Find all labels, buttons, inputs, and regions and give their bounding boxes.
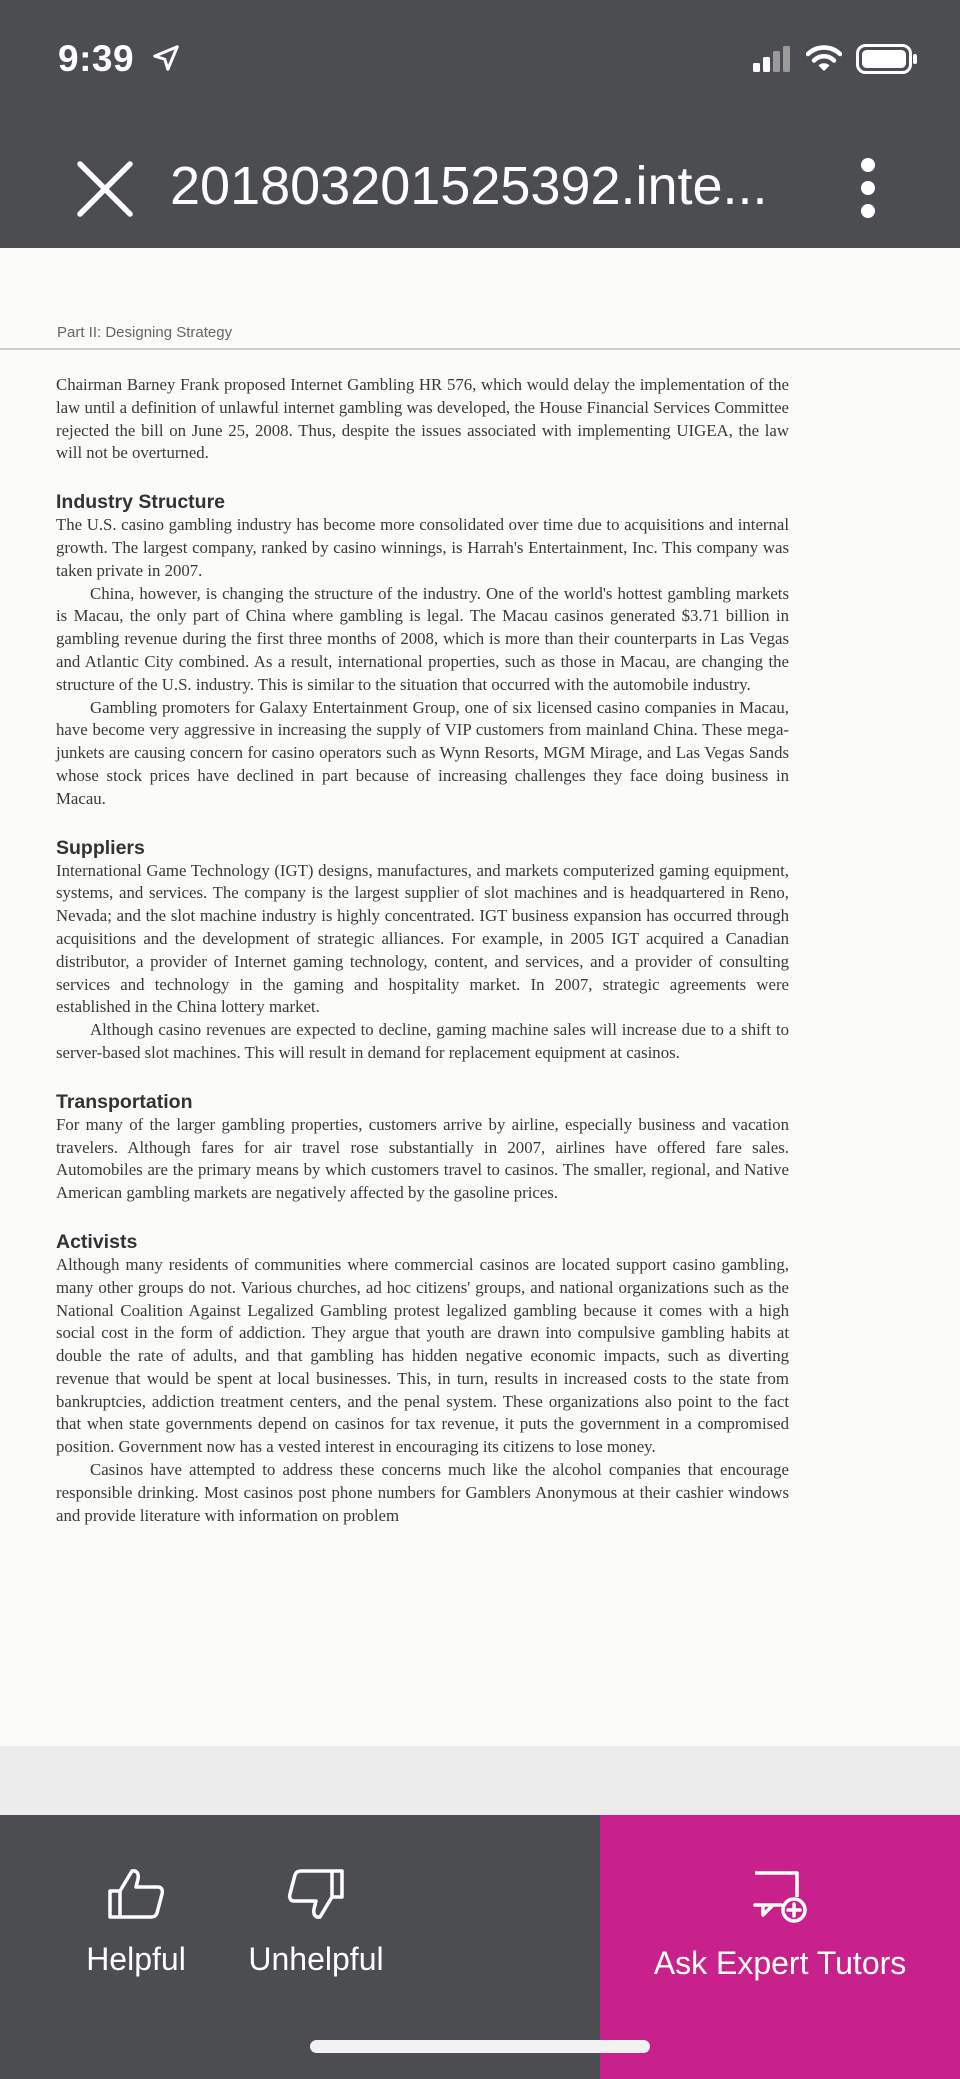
close-button[interactable] xyxy=(72,156,138,222)
ask-expert-label: Ask Expert Tutors xyxy=(653,1945,907,1981)
wifi-icon xyxy=(806,45,842,73)
ask-tutor-panel xyxy=(600,1815,960,2079)
paragraph: For many of the larger gambling properties, customers arrive by airline, especially business and vacation travelers. Although fares for air travel rose substantially in 2007, airlines have offered fare sales. Automobiles are the primary means by which customers travel to casinos. The smaller, regional, and Native American gambling markets are negatively affected by the gasoline prices. xyxy=(56,1114,789,1203)
time-text: 9:39 xyxy=(58,38,135,79)
page-header: Part II: Designing Strategy xyxy=(57,324,233,341)
close-icon xyxy=(72,156,138,222)
paragraph: Gambling promoters for Galaxy Entertainment Group, one of six licensed casino companies in Macau, have become very aggressive in increasing the supply of VIP customers from mainland China. These mega-junkets are causing concern for casino operators such as Wynn Resorts, MGM Mirage, and Las Vegas Sands whose stock prices have declined in part because of increasing challenges they face doing business in Macau. xyxy=(56,697,789,808)
more-options-button[interactable] xyxy=(858,158,878,220)
thumbs-up-icon xyxy=(106,1867,166,1921)
status-time xyxy=(58,38,181,80)
paragraph: Although many residents of communities where commercial casinos are located support casino gambling, many other groups do not. Various churches, ad hoc citizens' groups, and national organizations such as the National Coalition Against Legalized Gambling protest legalized gambling because it comes with a high social cost in the form of addiction. They argue that youth are drawn into compulsive gambling habits at double the rate of adults, and that gambling has hidden negative economic impacts, such as diverting revenue that would be spent at local businesses. This, in turn, results in increased costs to the state from bankruptcies, addiction treatment centers, and the penal system. These organizations also point to the fact that when state governments depend on casinos for tax revenue, it puts the government in a compromised position. Government now has a vested interest in encouraging its citizens to lose money. xyxy=(56,1254,789,1457)
section-heading-transportation: Transportation xyxy=(56,1090,193,1113)
helpful-button[interactable] xyxy=(68,1867,204,1978)
document-title: 201803201525392.inte... xyxy=(170,156,768,216)
section-heading-industry-structure: Industry Structure xyxy=(56,491,226,514)
section-heading-activists: Activists xyxy=(56,1230,138,1253)
paragraph: The U.S. casino gambling industry has become more consolidated over time due to acquisitions and internal growth. The largest company, ranked by casino winnings, is Harrah's Entertainment, Inc. This company was taken private in 2007. xyxy=(56,515,789,580)
thumbs-down-icon xyxy=(286,1867,346,1921)
section-heading-suppliers: Suppliers xyxy=(56,836,145,859)
status-bar xyxy=(0,0,960,130)
header-divider xyxy=(0,348,960,350)
paragraph: China, however, is changing the structure of the industry. One of the world's hottest gambling markets is Macau, the only part of China where gambling is legal. The Macau casinos generated $3.71 billion in gambling revenue during the first three months of 2008, which is more than their counterparts in Las Vegas and Atlantic City combined. As a result, international properties, such as those in Macau, are changing the structure of the U.S. industry. This is similar to the situation that occurred with the automobile industry. xyxy=(56,583,789,694)
unhelpful-button[interactable] xyxy=(236,1867,396,1978)
document-body xyxy=(56,374,789,1527)
intro-paragraph: Chairman Barney Frank proposed Internet Gambling HR 576, which would delay the implementation of the law until a definition of unlawful internet gambling was developed, the House Financial Services Committee rejected the bill on June 25, 2008. Thus, despite the issues associated with implementing UIGEA, the law will not be overturned. xyxy=(56,375,789,463)
more-vertical-icon xyxy=(858,158,878,218)
home-indicator[interactable] xyxy=(310,2040,650,2053)
ask-expert-tutors-button[interactable] xyxy=(600,1867,960,1982)
paragraph: Casinos have attempted to address these concerns much like the alcohol companies that encourage responsible drinking. Most casinos post phone numbers for Gamblers Anonymous at their cashier windows and provide literature with information on problem xyxy=(56,1460,789,1525)
document-toolbar xyxy=(0,130,960,248)
unhelpful-label: Unhelpful xyxy=(248,1941,384,1977)
battery-icon xyxy=(856,44,918,74)
status-icons xyxy=(752,44,918,74)
helpful-label: Helpful xyxy=(86,1941,186,1977)
paragraph: Although casino revenues are expected to decline, gaming machine sales will increase due to a shift to server-based slot machines. This will result in demand for replacement equipment at casinos. xyxy=(56,1020,789,1062)
cellular-signal-icon xyxy=(752,46,792,72)
document-page xyxy=(0,248,960,1746)
location-arrow-icon xyxy=(151,43,181,73)
paragraph: International Game Technology (IGT) designs, manufactures, and markets computerized gaming equipment, systems, and services. The company is the largest supplier of slot machines and is headquartered in Reno, Nevada; and the slot machine industry is highly concentrated. IGT business expansion has occurred through acquisitions and the development of strategic alliances. For example, in 2005 IGT acquired a Canadian distributor, a provider of Internet gaming technology, content, and services, and a provider of consulting services and technology in the gaming and hospitality market. In 2007, strategic agreements were established in the China lottery market. xyxy=(56,860,789,1017)
chat-add-icon xyxy=(751,1867,809,1925)
